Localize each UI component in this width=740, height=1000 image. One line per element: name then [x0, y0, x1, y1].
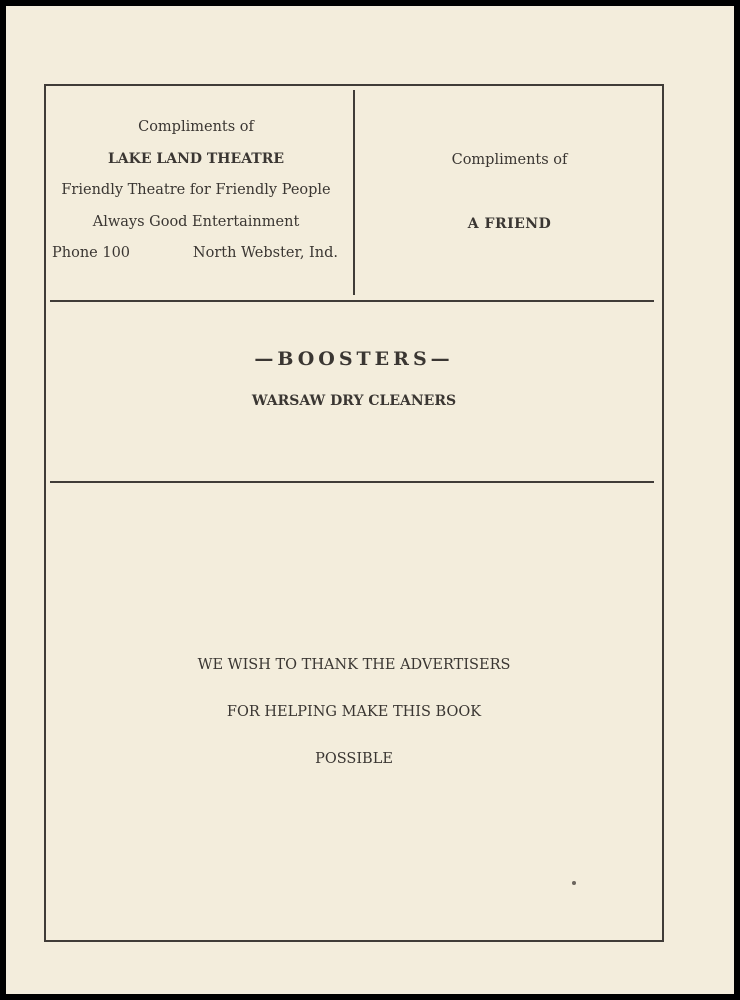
- ad-lake-land-theatre: [46, 112, 346, 270]
- thanks-line-3: POSSIBLE: [315, 751, 393, 767]
- ad-location: North Webster, Ind.: [192, 245, 338, 261]
- ad-tagline: Always Good Entertainment: [92, 213, 300, 230]
- ad-business-name: A FRIEND: [467, 216, 552, 232]
- page: [6, 6, 734, 994]
- ad-contact-row: [46, 238, 346, 270]
- thanks-line-2: FOR HELPING MAKE THIS BOOK: [226, 704, 482, 720]
- ad-compliments-text: Compliments of: [451, 152, 568, 168]
- ad-slogan: Friendly Theatre for Friendly People: [61, 182, 331, 198]
- booster-name: WARSAW DRY CLEANERS: [251, 393, 457, 409]
- paper-speck: [572, 881, 576, 885]
- ad-frame: [44, 84, 664, 942]
- boosters-title: —BOOSTERS—: [254, 348, 454, 370]
- thank-you-message: [46, 652, 662, 793]
- thanks-line-1: WE WISH TO THANK THE ADVERTISERS: [197, 657, 511, 673]
- horizontal-divider-top: [50, 300, 654, 302]
- ad-a-friend: [357, 144, 662, 240]
- ad-business-name: LAKE LAND THEATRE: [107, 150, 285, 167]
- ad-compliments-text: Compliments of: [138, 119, 254, 135]
- boosters-section: [46, 344, 662, 412]
- vertical-divider: [353, 90, 355, 295]
- horizontal-divider-middle: [50, 481, 654, 483]
- ad-phone: Phone 100: [52, 245, 131, 261]
